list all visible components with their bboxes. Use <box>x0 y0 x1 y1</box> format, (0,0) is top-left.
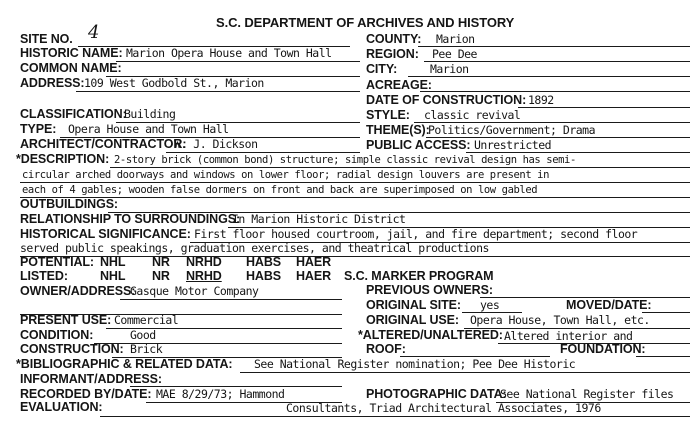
original-site-label: ORIGINAL SITE: <box>366 298 461 312</box>
bibliographic-label: *BIBLIOGRAPHIC & RELATED DATA: <box>16 357 233 371</box>
recorded-by-label: RECORDED BY/DATE: <box>20 387 152 401</box>
classification-label: CLASSIFICATION: <box>20 107 127 121</box>
evaluation-value: Consultants, Triad Architectural Associates, 1976 <box>286 401 601 415</box>
public-access-line <box>466 152 690 153</box>
altered-value: Altered interior and <box>504 329 633 343</box>
relationship-label: RELATIONSHIP TO SURROUNDINGS: <box>20 212 241 226</box>
county-value: Marion <box>436 32 475 46</box>
acreage-line <box>420 91 690 92</box>
evaluation-label: EVALUATION: <box>20 400 103 414</box>
condition-label: CONDITION: <box>20 328 94 342</box>
public-access-value: Unrestricted <box>474 138 552 152</box>
architect-line <box>166 152 360 153</box>
construction-label: CONSTRUCTION: <box>20 342 124 356</box>
photographic-value: See National Register files <box>500 387 674 401</box>
potential-code-nr: NR <box>152 255 170 269</box>
date-of-construction-label: DATE OF CONSTRUCTION: <box>366 93 527 107</box>
city-label: CITY: <box>366 62 398 76</box>
acreage-label: ACREAGE: <box>366 78 432 92</box>
style-label: STYLE: <box>366 108 410 122</box>
architect-value: W. J. Dickson <box>174 137 258 151</box>
region-label: REGION: <box>366 47 419 61</box>
altered-label: *ALTERED/UNALTERED: <box>358 328 503 342</box>
classification-value: Building <box>124 107 176 121</box>
site-no-label: SITE NO. <box>20 32 73 46</box>
original-use-label: ORIGINAL USE: <box>366 313 459 327</box>
historic-name-line <box>116 61 360 62</box>
themes-value: Politics/Government; Drama <box>428 123 596 137</box>
potential-code-nhl: NHL <box>100 255 126 269</box>
evaluation-line <box>100 416 690 417</box>
potential-code-nrhd: NRHD <box>186 255 222 269</box>
construction-value: Brick <box>130 342 163 356</box>
city-line <box>408 76 690 77</box>
date-of-construction-line <box>518 107 690 108</box>
bibliographic-value: See National Register nomination; Pee Dee Historic <box>254 357 576 371</box>
original-use-value: Opera House, Town Hall, etc. <box>470 313 650 327</box>
description-line-3: each of 4 gables; wooden false dormers on front and back are superimposed on low gabled <box>22 184 538 196</box>
informant-label: INFORMANT/ADDRESS: <box>20 372 162 386</box>
foundation-line <box>636 356 690 357</box>
listed-code-nr: NR <box>152 269 170 283</box>
listed-label: LISTED: <box>20 269 68 283</box>
listed-code-habs: HABS <box>246 269 282 283</box>
address-label: ADDRESS: <box>20 76 85 90</box>
public-access-label: PUBLIC ACCESS: <box>366 138 471 152</box>
county-label: COUNTY: <box>366 32 422 46</box>
address-value: 109 West Godbold St., Marion <box>84 76 264 90</box>
owner-label: OWNER/ADDRESS: <box>20 284 136 298</box>
themes-label: THEME(S): <box>366 123 430 137</box>
significance-line-1: First floor housed courtroom, jail, and fire department; second floor <box>194 227 638 241</box>
site-no-value: 4 <box>88 22 100 43</box>
bibliographic-line <box>240 372 690 373</box>
listed-code-nrhd: NRHD <box>186 269 222 283</box>
city-value: Marion <box>430 62 469 76</box>
condition-value: Good <box>130 328 156 342</box>
type-label: TYPE: <box>20 122 57 136</box>
potential-code-haer: HAER <box>296 255 332 269</box>
relationship-value: In Marion Historic District <box>232 212 406 226</box>
common-name-label: COMMON NAME: <box>20 61 122 75</box>
potential-code-habs: HABS <box>246 255 282 269</box>
listed-code-haer: HAER <box>296 269 332 283</box>
photographic-label: PHOTOGRAPHIC DATA: <box>366 387 507 401</box>
historic-name-label: HISTORIC NAME: <box>20 46 123 60</box>
present-use-value: Commercial <box>114 313 179 327</box>
original-site-value: yes <box>480 298 500 312</box>
recorded-by-value: MAE 8/29/73; Hammond <box>156 387 285 401</box>
address-line <box>76 91 360 92</box>
foundation-label: FOUNDATION: <box>560 342 646 356</box>
significance-label: HISTORICAL SIGNIFICANCE: <box>20 227 191 241</box>
region-value: Pee Dee <box>432 47 477 61</box>
description-line-1: 2-story brick (common bond) structure; simple classic revival design has semi- <box>114 154 576 166</box>
significance-line-2: served public speakings, graduation exercises, and theatrical productions <box>20 241 489 255</box>
form-header: S.C. DEPARTMENT OF ARCHIVES AND HISTORY <box>216 15 515 30</box>
owner-value: Gasque Motor Company <box>130 284 259 298</box>
architect-label: ARCHITECT/CONTRACTOR: <box>20 137 187 151</box>
historic-name-value: Marion Opera House and Town Hall <box>126 46 332 60</box>
type-value: Opera House and Town Hall <box>68 122 229 136</box>
description-line-2: circular arched doorways and windows on lower floor; radial design louvers are present in <box>22 169 550 181</box>
present-use-label: PRESENT USE: <box>20 313 112 327</box>
description-rule-2 <box>20 182 690 183</box>
moved-date-label: MOVED/DATE: <box>566 298 652 312</box>
style-value: classic revival <box>424 108 521 122</box>
description-rule-1 <box>110 167 690 168</box>
previous-owners-label: PREVIOUS OWNERS: <box>366 283 493 297</box>
roof-label: ROOF: <box>366 342 406 356</box>
description-rule-3 <box>20 197 690 198</box>
marker-program-label: S.C. MARKER PROGRAM <box>344 269 494 283</box>
potential-label: POTENTIAL: <box>20 255 94 269</box>
description-label: *DESCRIPTION: <box>16 152 110 166</box>
listed-code-nhl: NHL <box>100 269 126 283</box>
owner-line <box>120 299 342 300</box>
date-of-construction-value: 1892 <box>528 93 554 107</box>
outbuildings-label: OUTBUILDINGS: <box>20 197 118 211</box>
